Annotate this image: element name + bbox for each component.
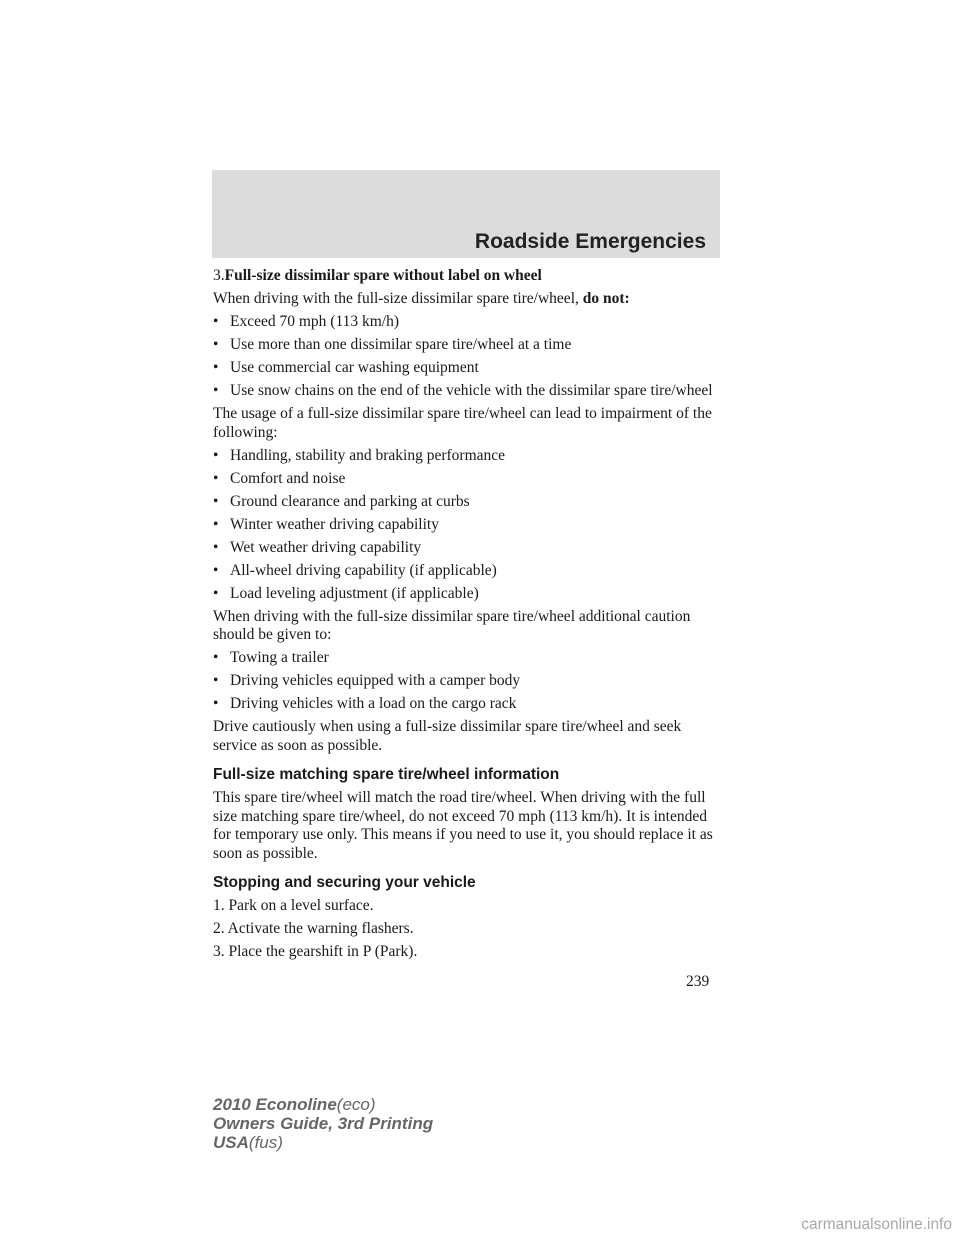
list-item: • Driving vehicles with a load on the cargo rack: [213, 695, 713, 714]
list-item: • Driving vehicles equipped with a camper body: [213, 672, 713, 691]
drive-cautiously-paragraph: Drive cautiously when using a full-size dissimilar spare tire/wheel and seek service as soon as possible.: [213, 718, 682, 754]
matching-spare-paragraph: This spare tire/wheel will match the road tire/wheel. When driving with the full size matching spare tire/wheel, do not exceed 70 mph (113 km/h). It is intended for temporary use only. This means if you need to use it, you should replace it as soon as possible.: [213, 789, 713, 862]
document-footer: [213, 1095, 433, 1152]
list-item: • Use more than one dissimilar spare tire/wheel at a time: [213, 336, 713, 355]
footer-model: 2010 Econoline: [213, 1095, 337, 1114]
footer-line-market: [213, 1133, 433, 1152]
list-item: • All-wheel driving capability (if applicable): [213, 562, 713, 581]
caution-list: [213, 649, 713, 714]
list-item: • Load leveling adjustment (if applicable): [213, 585, 713, 604]
footer-line-guide: Owners Guide, 3rd Printing: [213, 1114, 434, 1133]
item3-heading: Full-size dissimilar spare without label on wheel: [224, 267, 542, 284]
list-item: • Exceed 70 mph (113 km/h): [213, 313, 713, 332]
footer-market-code: (fus): [248, 1133, 283, 1152]
watermark-text: carmanualsonline.info: [801, 1216, 952, 1233]
list-item: • Ground clearance and parking at curbs: [213, 493, 713, 512]
impairment-list: [213, 447, 713, 604]
footer-line-model: [213, 1095, 433, 1114]
item3-heading-paragraph: [213, 267, 713, 286]
list-item: • Handling, stability and braking performance: [213, 447, 713, 466]
step-item: 2. Activate the warning flashers.: [213, 920, 414, 937]
impairment-intro: The usage of a full-size dissimilar spare tire/wheel can lead to impairment of the following:: [213, 405, 712, 441]
do-not-list: [213, 313, 713, 401]
item3-number: 3.: [213, 267, 225, 284]
list-item: • Use snow chains on the end of the vehicle with the dissimilar spare tire/wheel: [213, 382, 713, 401]
do-not-intro: [213, 290, 713, 309]
do-not-label: do not:: [582, 290, 630, 307]
page-content: [213, 267, 713, 966]
step-item: 1. Park on a level surface.: [213, 897, 374, 914]
list-item: • Towing a trailer: [213, 649, 713, 668]
caution-intro: When driving with the full-size dissimilar spare tire/wheel additional caution should be given to:: [213, 607, 691, 643]
list-item: • Use commercial car washing equipment: [213, 359, 713, 378]
section-title: Roadside Emergencies: [474, 230, 706, 253]
section-header-band: [212, 170, 720, 258]
footer-model-code: (eco): [336, 1095, 376, 1114]
list-item: • Comfort and noise: [213, 470, 713, 489]
matching-spare-heading: Full-size matching spare tire/wheel information: [213, 766, 560, 783]
step-item: 3. Place the gearshift in P (Park).: [213, 943, 418, 960]
do-not-intro-text: When driving with the full-size dissimilar spare tire/wheel,: [213, 290, 583, 307]
page-number: 239: [686, 973, 710, 990]
list-item: • Wet weather driving capability: [213, 539, 713, 558]
stopping-securing-heading: Stopping and securing your vehicle: [213, 874, 476, 891]
footer-market: USA: [213, 1133, 249, 1152]
list-item: • Winter weather driving capability: [213, 516, 713, 535]
